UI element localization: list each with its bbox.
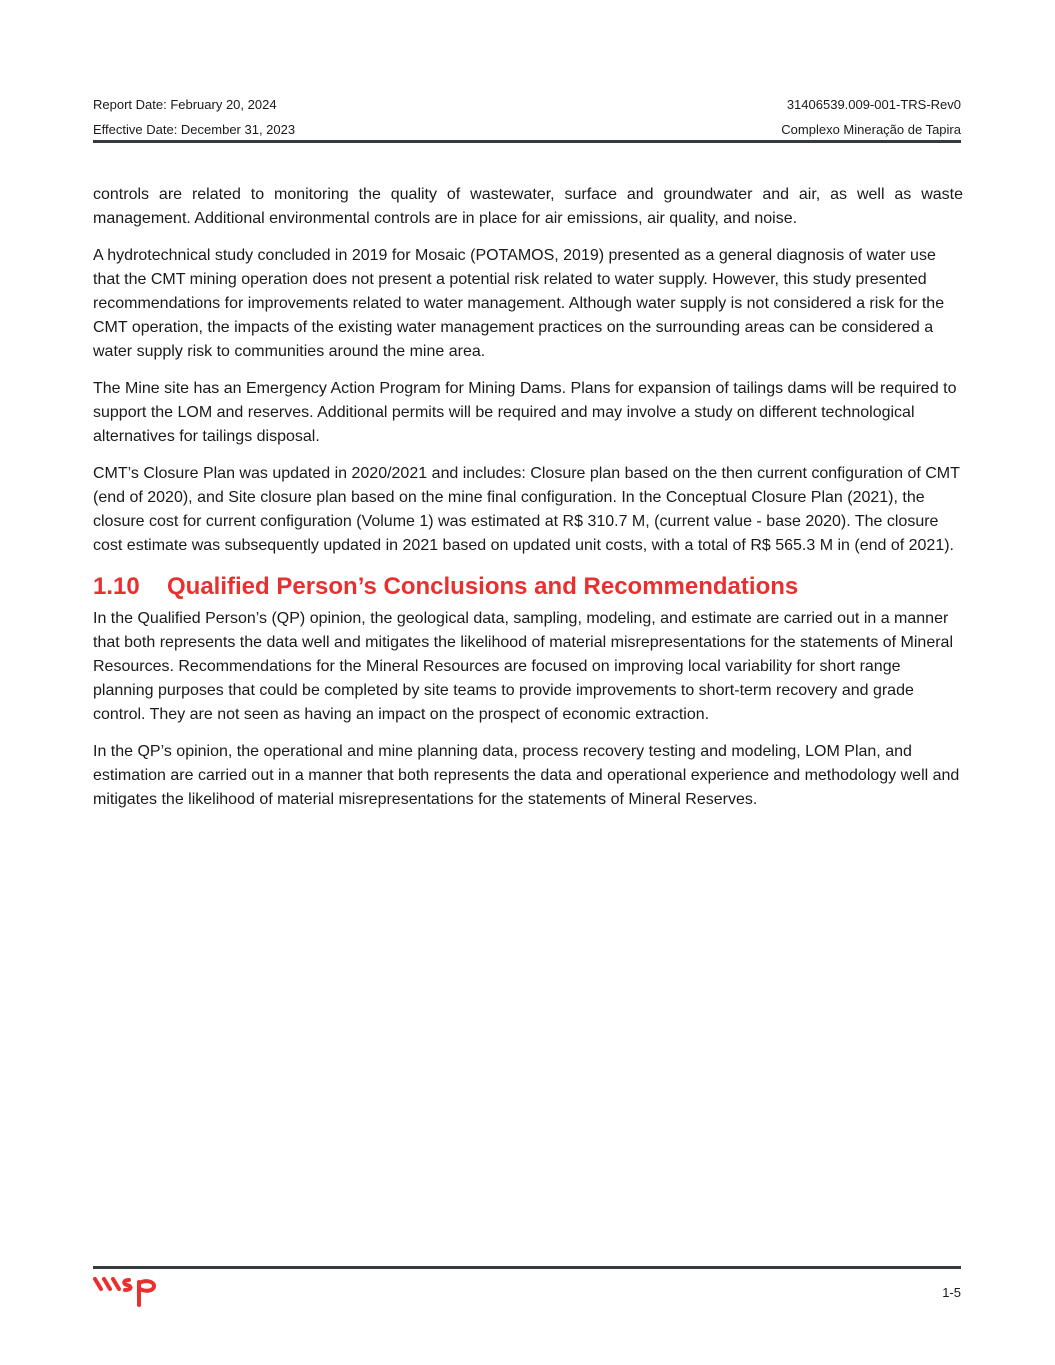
section-number: 1.10 (93, 573, 140, 600)
page-header (93, 92, 961, 142)
wsp-logo (92, 1273, 158, 1309)
paragraph-hydrotechnical-study: A hydrotechnical study concluded in 2019 for Mosaic (POTAMOS, 2019) presented as a general diagnosis of water use that the CMT mining operation does not present a potential risk related to water supply. However, this study presented recommendations for improvements related to water management. Although water supply is not considered a risk for the CMT operation, the impacts of the existing water management practices on the surrounding areas can be considered a water supply risk to communities around the mine area. (93, 247, 945, 360)
footer-divider (93, 1266, 961, 1269)
report-date: Report Date: February 20, 2024 (93, 97, 277, 112)
page-body (93, 183, 963, 825)
header-row-2 (93, 117, 961, 142)
effective-date: Effective Date: December 31, 2023 (93, 122, 296, 137)
paragraph-environmental-controls: controls are related to monitoring the quality of wastewater, surface and groundwater and air, as well as waste management. Additional environmental controls are in place for air emissions, air quality, and noise. (93, 186, 963, 227)
page-number: 1-5 (942, 1285, 961, 1300)
document-id: 31406539.009-001-TRS-Rev0 (786, 97, 961, 112)
section-title: Qualified Person’s Conclusions and Recommendations (167, 573, 799, 600)
paragraph-emergency-action: The Mine site has an Emergency Action Program for Mining Dams. Plans for expansion of tailings dams will be required to support the LOM and reserves. Additional permits will be required and may involve a study on different technological alternatives for tailings disposal. (93, 380, 957, 445)
header-row-1 (93, 92, 961, 117)
paragraph-qp-resources: In the Qualified Person’s (QP) opinion, the geological data, sampling, modeling, and estimate are carried out in a manner that both represents the data well and mitigates the likelihood of material misrepresentations for the statements of Mineral Resources. Recommendations for the Mineral Resources are focused on improving local variability for short range planning purposes that could be completed by site teams to provide improvements to short-term recovery and grade control. They are not seen as having an impact on the prospect of economic extraction. (93, 610, 954, 723)
section-heading (93, 571, 963, 603)
paragraph-closure-plan: CMT’s Closure Plan was updated in 2020/2021 and includes: Closure plan based on the then current configuration of CMT (end of 2020), and Site closure plan based on the mine final configuration. In the Conceptual Closure Plan (2021), the closure cost for current configuration (Volume 1) was estimated at R$ 310.7 M, (current value - base 2020). The closure cost estimate was subsequently updated in 2021 based on updated unit costs, with a total of R$ 565.3 M in (end of 2021). (93, 465, 960, 554)
paragraph-qp-reserves: In the QP’s opinion, the operational and mine planning data, process recovery testing and modeling, LOM Plan, and estimation are carried out in a manner that both represents the data and operational experience and methodology well and mitigates the likelihood of material misrepresentations for the statements of Mineral Reserves. (93, 743, 960, 808)
project-name: Complexo Mineração de Tapira (781, 122, 961, 137)
header-divider (93, 140, 961, 143)
